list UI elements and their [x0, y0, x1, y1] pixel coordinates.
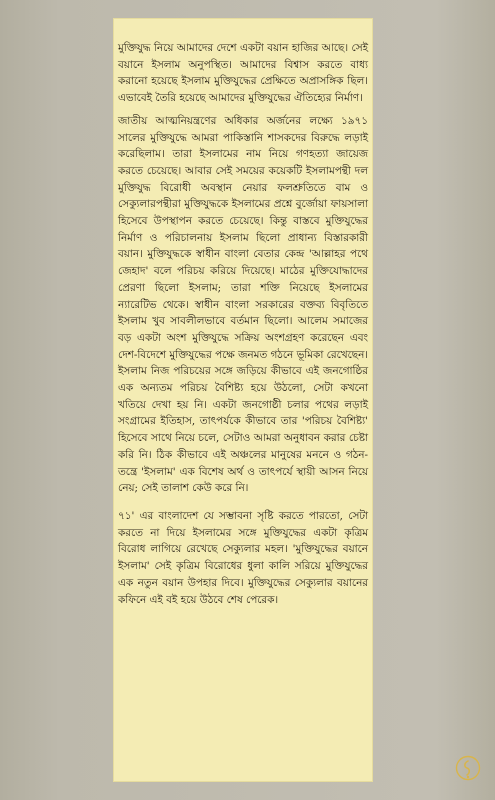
publisher-logo-icon [455, 755, 481, 781]
blurb-paragraph-3: ৭১' এর বাংলাদেশ যে সম্ভাবনা সৃষ্টি করতে পারতো, সেটা করতে না দিয়ে ইসলামের সঙ্গে মুক্তিযুদ্ধের একটা কৃত্রিম বিরোধ লাগিয়ে রেখেছে সেক্যুলার মহল। 'মুক্তিযুদ্ধের বয়ানে ইসলাম' সেই কৃত্রিম বিরোধের ধুলা কালি সরিয়ে মুক্তিযুদ্ধের এক নতুন বয়ান উপহার দিবে। মুক্তিযুদ্ধের সেক্যুলার বয়ানের কফিনে এই বই হয়ে উঠবে শেষ পেরেক। [118, 509, 368, 606]
blurb-panel [113, 18, 373, 782]
blurb-paragraph-1: মুক্তিযুদ্ধ নিয়ে আমাদের দেশে একটা বয়ান হাজির আছে। সেই বয়ানে ইসলাম অনুপস্থিত। আমাদের বিশ্বাস করতে বাধ্য করানো হয়েছে ইসলাম মুক্তিযুদ্ধের প্রেক্ষিতে অপ্রাসঙ্গিক ছিল। এভাবেই তৈরি হয়েছে আমাদের মুক্তিযুদ্ধের ঐতিহ্যের নির্মাণ। [118, 42, 368, 105]
blurb-text [118, 40, 368, 613]
blurb-paragraph-2: জাতীয় আত্মনিয়ন্ত্রণের অধিকার অর্জনের লক্ষ্যে ১৯৭১ সালের মুক্তিযুদ্ধে আমরা পাকিস্তানি শাসকদের বিরুদ্ধে লড়াই করেছিলাম। তারা ইসলামের নাম নিয়ে গণহত্যা জায়েজ করতে চেয়েছে। আবার সেই সময়ের কয়েকটি ইসলামপন্থী দল মুক্তিযুদ্ধ বিরোধী অবস্থান নেয়ার ফলশ্রুতিতে বাম ও সেক্যুলারপন্থীরা মুক্তিযুদ্ধকে ইসলামের প্রশ্নে বুর্জোয়া ফায়সালা হিসেবে উপস্থাপন করতে চেয়েছে। কিন্তু বাস্তবে মুক্তিযুদ্ধের নির্মাণ ও পরিচালনায় ইসলাম ছিলো প্রাধান্য বিস্তারকারী বয়ান। মুক্তিযুদ্ধকে স্বাধীন বাংলা বেতার কেন্দ্র 'আল্লাহর পথে জেহাদ' বলে পরিচয় করিয়ে দিয়েছে। মাঠের মুক্তিযোদ্ধাদের প্রেরণা ছিলো ইসলাম; তারা শক্তি নিয়েছে ইসলামের ন্যারেটিভ থেকে। স্বাধীন বাংলা সরকারের বক্তব্য বিবৃতিতে ইসলাম খুব সাবলীলভাবে বর্তমান ছিলো। আলেম সমাজের বড় একটা অংশ মুক্তিযুদ্ধে সক্রিয় অংশগ্রহণ করেছেন এবং দেশ-বিদেশে মুক্তিযুদ্ধের পক্ষে জনমত গঠনে ভূমিকা রেখেছেন। ইসলাম নিজ পরিচয়ের সঙ্গে জড়িয়ে কীভাবে এই জনগোষ্ঠির এক অন্যতম পরিচয় বৈশিষ্ট্য হয়ে উঠলো, সেটা কখনো খতিয়ে দেখা হয় নি। একটা জনগোষ্ঠী চলার পথের লড়াই সংগ্রামের ইতিহাস, তাৎপর্যকে কীভাবে তার 'পরিচয় বৈশিষ্ট্য' হিসেবে সাথে নিয়ে চলে, সেটাও আমরা অনুধাবন করার চেষ্টা করি নি। ঠিক কীভাবে এই অঞ্চলের মানুষের মননে ও গঠন-তন্ত্রে 'ইসলাম' এক বিশেষ অর্থ ও তাৎপর্যে স্থায়ী আসন নিয়ে নেয়; সেই তালাশ কেউ করে নি। [118, 114, 368, 495]
